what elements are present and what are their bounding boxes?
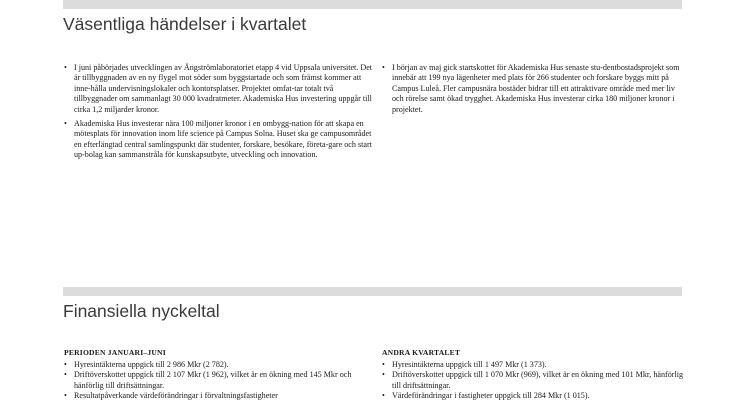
list-item: • Driftöverskottet uppgick till 1 070 Mkr (969), vilket är en ökning med 101 Mkr, hänförlig till driftsättningar. (382, 370, 683, 390)
bullet-icon: • (64, 119, 67, 129)
bullet-icon: • (382, 370, 385, 380)
list-item: • Hyresintäkterna uppgick till 2 986 Mkr (2 782). (64, 360, 229, 369)
finance-list-quarter (382, 360, 684, 402)
bullet-icon: • (64, 63, 67, 72)
list-item: • Värdeförändringar i fastigheter uppgick till 284 Mkr (1 015). (382, 391, 590, 401)
finance-list-period (64, 360, 374, 402)
bullet-icon: • (382, 391, 385, 401)
bullet-icon: • (64, 370, 67, 380)
finance-period-title: PERIODEN JANUARI–JUNI (64, 348, 166, 357)
bullet-icon: • (64, 391, 67, 401)
section-title-events: Väsentliga händelser i kvartalet (63, 14, 307, 34)
list-item: • I juni påbörjades utvecklingen av Ångströmlaboratoriet etapp 4 vid Uppsala universitet. Det är tillbyggnaden av en ny flygel mot söder som byggstartade och som främst kommer att inne-hålla undervisningslokaler och kontorsplatser. Projektet omfat-tar totalt två tillbyggnader om sammanlagt 30 000 kvadratmeter. Akademiska Hus investering uppgår till cirka 1,2 miljarder kronor. (64, 63, 373, 114)
top-divider-bar (63, 0, 682, 9)
events-list-left (64, 63, 374, 165)
events-list-right (382, 63, 684, 119)
section-title-finance: Finansiella nyckeltal (63, 301, 220, 321)
list-item: • I början av maj gick startskottet för Akademiska Hus senaste stu-dentbostadsprojekt som innebär att 199 nya lägenheter med plats för 266 studenter och forskare byggs mitt på Campus Luleå. Fler campusnära bostäder bidrar till ett attraktivare område med mer liv och rörelse samt ökad trygghet. Akademiska Hus investerar cirka 180 miljoner kronor i projektet. (382, 63, 680, 114)
list-item: • Akademiska Hus investerar nära 100 miljoner kronor i en ombygg-nation för att skapa en mötesplats för innovation inom life science på Campus Solna. Huset ska ge campusområdet en efterlängtad central samlingspunkt där studenter, forskare, besökare, företa-gare och start up-bolag kan sammanstråla för kunskapsutbyte, utveckling och innovation. (64, 119, 372, 160)
list-item: • Driftöverskottet uppgick till 2 107 Mkr (1 962), vilket är en ökning med 145 Mkr och hänförlig till driftsättningar. (64, 370, 352, 390)
section-divider-bar (63, 287, 682, 296)
bullet-icon: • (382, 63, 385, 72)
bullet-icon: • (64, 360, 67, 369)
list-item: • Hyresintäkterna uppgick till 1 497 Mkr (1 373). (382, 360, 547, 369)
bullet-icon: • (382, 360, 385, 369)
list-item: • Resultatpåverkande värdeförändringar i förvaltningsfastigheter (64, 391, 278, 401)
finance-quarter-title: ANDRA KVARTALET (382, 348, 461, 357)
